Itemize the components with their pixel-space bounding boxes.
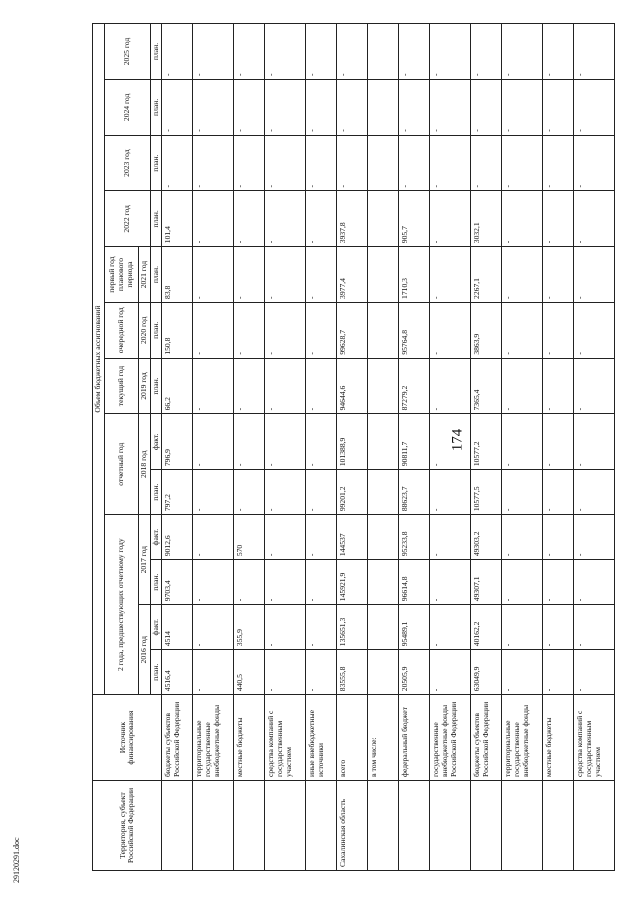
value-cell: - [574,470,615,515]
value-cell: - [543,414,574,470]
source-cell: средства компаний с государственным участием [265,695,306,781]
table-row [543,24,574,871]
value-cell: - [574,24,615,80]
value-cell [368,650,399,695]
value-cell: - [574,605,615,650]
header-plan: план. [150,135,162,191]
value-cell: - [306,135,337,191]
value-cell [368,135,399,191]
header-plan: план. [150,191,162,247]
value-cell: - [430,135,471,191]
value-cell: - [265,470,306,515]
header-plan: план. [150,358,162,414]
value-cell: - [337,24,368,80]
value-cell: 2267,1 [471,247,502,303]
value-cell: - [193,24,234,80]
value-cell: - [193,605,234,650]
value-cell: - [265,135,306,191]
territory-cell [543,780,574,870]
value-cell: - [471,24,502,80]
value-cell: - [543,470,574,515]
value-cell: - [502,80,543,136]
value-cell: - [502,470,543,515]
value-cell: - [234,414,265,470]
value-cell: - [430,515,471,560]
header-year-2017: 2017 год [139,515,151,605]
value-cell: - [337,135,368,191]
value-cell: - [574,191,615,247]
header-volume: Объем бюджетных ассигнований [93,24,105,695]
value-cell: - [574,358,615,414]
value-cell: - [234,470,265,515]
value-cell: - [162,135,193,191]
source-cell: территориальные государственные внебюджетные фонды [502,695,543,781]
value-cell [368,560,399,605]
value-cell: - [574,560,615,605]
source-cell: иные внебюджетные источники [306,695,337,781]
value-cell: - [543,135,574,191]
value-cell [368,605,399,650]
value-cell: 49307,1 [471,560,502,605]
value-cell: - [234,302,265,358]
value-cell: 94644,6 [337,358,368,414]
value-cell: - [306,80,337,136]
source-cell: средства компаний с государственным участием [574,695,615,781]
header-fact: факт. [150,414,162,470]
source-cell: федеральный бюджет [399,695,430,781]
value-cell: - [193,560,234,605]
value-cell: - [162,24,193,80]
value-cell: - [306,560,337,605]
value-cell [368,515,399,560]
value-cell: - [193,247,234,303]
header-fact: факт. [150,515,162,560]
value-cell: 3937,8 [337,191,368,247]
territory-cell [193,780,234,870]
value-cell: - [265,605,306,650]
value-cell: 4514 [162,605,193,650]
source-cell: государственные внебюджетные фонды Российской Федерации [430,695,471,781]
value-cell: - [234,24,265,80]
territory-cell [471,780,502,870]
table-row [265,24,306,871]
table-row [430,24,471,871]
table-row [234,24,265,871]
value-cell [368,302,399,358]
header-plan: план. [150,302,162,358]
value-cell: 83,8 [162,247,193,303]
value-cell: - [265,247,306,303]
value-cell: - [306,358,337,414]
value-cell: - [234,135,265,191]
value-cell: - [430,191,471,247]
value-cell [368,191,399,247]
value-cell: - [193,191,234,247]
table-row [368,24,399,871]
value-cell: 10577,2 [471,414,502,470]
value-cell: 90811,7 [399,414,430,470]
value-cell: 355,9 [234,605,265,650]
value-cell: - [502,191,543,247]
value-cell: - [306,191,337,247]
value-cell: - [502,302,543,358]
value-cell: - [265,302,306,358]
value-cell: - [306,470,337,515]
value-cell: - [193,358,234,414]
value-cell: - [430,470,471,515]
value-cell: 101,4 [162,191,193,247]
header-year-2025: 2025 год [105,24,151,80]
value-cell: - [162,80,193,136]
value-cell: - [502,24,543,80]
territory-cell: Сахалинская область [337,780,368,870]
value-cell: - [430,650,471,695]
value-cell: 95233,8 [399,515,430,560]
source-cell: бюджеты субъектов Российской Федерации [471,695,502,781]
value-cell: 83555,8 [337,650,368,695]
value-cell: - [399,24,430,80]
territory-cell [502,780,543,870]
value-cell: - [574,135,615,191]
header-territory: Территория, субъект Российской Федерации [93,780,162,870]
value-cell: - [265,80,306,136]
territory-cell [368,780,399,870]
value-cell: 40162,2 [471,605,502,650]
value-cell: - [574,515,615,560]
value-cell: - [502,135,543,191]
value-cell: - [543,560,574,605]
value-cell: - [543,247,574,303]
value-cell: - [430,247,471,303]
value-cell: - [265,515,306,560]
value-cell [368,470,399,515]
value-cell: - [193,302,234,358]
value-cell: - [543,24,574,80]
value-cell: 135651,3 [337,605,368,650]
value-cell: - [430,358,471,414]
value-cell: - [574,302,615,358]
territory-cell [306,780,337,870]
value-cell: 905,7 [399,191,430,247]
header-year-2020: 2020 год [139,302,151,358]
value-cell: 3032,1 [471,191,502,247]
territory-cell [265,780,306,870]
value-cell: 145921,9 [337,560,368,605]
source-cell: в том числе: [368,695,399,781]
value-cell: - [193,470,234,515]
value-cell: - [471,80,502,136]
header-source: Источник финансирования [93,695,162,781]
header-year-2021: 2021 год [139,247,151,303]
value-cell: 9012,6 [162,515,193,560]
value-cell: - [399,80,430,136]
header-year-2019: 2019 год [139,358,151,414]
value-cell: 797,2 [162,470,193,515]
header-plan: план. [150,650,162,695]
value-cell: - [430,560,471,605]
value-cell: - [502,560,543,605]
source-cell: местные бюджеты [543,695,574,781]
table-body [162,24,615,871]
table-row [306,24,337,871]
value-cell: - [234,191,265,247]
value-cell: - [306,515,337,560]
value-cell: - [234,247,265,303]
header-year-2016: 2016 год [139,605,151,695]
value-cell: - [306,24,337,80]
value-cell: - [234,80,265,136]
header-next-year: очередной год [105,302,139,358]
value-cell: 4516,4 [162,650,193,695]
table-row [471,24,502,871]
header-current-year: текущий год [105,358,139,414]
value-cell: - [574,80,615,136]
value-cell: 101388,9 [337,414,368,470]
table-row [193,24,234,871]
value-cell: 87279,2 [399,358,430,414]
header-year-2023: 2023 год [105,135,151,191]
value-cell: - [265,24,306,80]
table-row [337,24,368,871]
value-cell: - [502,515,543,560]
value-cell: - [502,605,543,650]
value-cell: - [306,414,337,470]
value-cell: - [234,358,265,414]
value-cell: 66,2 [162,358,193,414]
value-cell: - [193,414,234,470]
value-cell: 440,5 [234,650,265,695]
value-cell: - [193,80,234,136]
header-fact: факт. [150,605,162,650]
territory-cell [574,780,615,870]
value-cell: 9703,4 [162,560,193,605]
value-cell: - [430,414,471,470]
value-cell: 150,8 [162,302,193,358]
value-cell: - [502,650,543,695]
value-cell: - [265,358,306,414]
territory-cell [399,780,430,870]
value-cell: - [234,560,265,605]
value-cell: 99201,2 [337,470,368,515]
value-cell: 49303,2 [471,515,502,560]
value-cell: - [193,650,234,695]
territory-cell [234,780,265,870]
value-cell: - [430,605,471,650]
value-cell: 7365,4 [471,358,502,414]
value-cell: 63049,9 [471,650,502,695]
value-cell: - [306,302,337,358]
header-plan: план. [150,470,162,515]
value-cell: - [574,414,615,470]
value-cell: - [543,605,574,650]
value-cell: - [543,358,574,414]
value-cell: - [306,650,337,695]
territory-cell [430,780,471,870]
value-cell: 144537 [337,515,368,560]
value-cell: 99628,7 [337,302,368,358]
value-cell: - [543,191,574,247]
document-code: 29120291.doc [12,837,21,883]
value-cell: - [337,80,368,136]
value-cell: - [502,358,543,414]
value-cell: - [430,302,471,358]
header-year-2024: 2024 год [105,80,151,136]
table-row [162,24,193,871]
value-cell: 96614,8 [399,560,430,605]
value-cell: 3977,4 [337,247,368,303]
value-cell: 796,9 [162,414,193,470]
value-cell: - [543,515,574,560]
value-cell: - [430,80,471,136]
header-year-2018: 2018 год [139,414,151,515]
header-plan: план. [150,247,162,303]
table-row [399,24,430,871]
source-cell: всего [337,695,368,781]
value-cell: - [193,135,234,191]
value-cell: 3863,9 [471,302,502,358]
value-cell: - [193,515,234,560]
value-cell: - [306,247,337,303]
value-cell: 1710,3 [399,247,430,303]
value-cell [368,358,399,414]
value-cell: - [430,24,471,80]
budget-table-rotated [92,23,640,871]
header-plan: план. [150,24,162,80]
value-cell: - [543,80,574,136]
value-cell: - [265,414,306,470]
value-cell: - [574,650,615,695]
source-cell: бюджеты субъектов Российской Федерации [162,695,193,781]
value-cell: - [574,247,615,303]
value-cell: - [265,560,306,605]
value-cell [368,247,399,303]
table-header [93,24,162,871]
header-two-years: 2 года, предшествующих отчетному году [105,515,139,695]
source-cell: территориальные государственные внебюджетные фонды [193,695,234,781]
value-cell: - [543,650,574,695]
table-row [502,24,543,871]
value-cell [368,414,399,470]
value-cell: - [306,605,337,650]
value-cell: 570 [234,515,265,560]
value-cell: 20505,9 [399,650,430,695]
value-cell: - [471,135,502,191]
value-cell: 88623,7 [399,470,430,515]
page-number: 174 [449,428,466,452]
value-cell: - [502,247,543,303]
territory-cell [162,780,193,870]
header-report-year: отчетный год [105,414,139,515]
header-year-2022: 2022 год [105,191,151,247]
value-cell: - [265,650,306,695]
table-row [574,24,615,871]
value-cell: - [265,191,306,247]
value-cell: - [502,414,543,470]
value-cell: - [543,302,574,358]
value-cell [368,24,399,80]
value-cell: 95764,8 [399,302,430,358]
header-plan: план. [150,560,162,605]
source-cell: местные бюджеты [234,695,265,781]
budget-table [92,23,615,871]
value-cell: - [399,135,430,191]
header-plan: план. [150,80,162,136]
value-cell [368,80,399,136]
value-cell: 95489,1 [399,605,430,650]
value-cell: 10577,5 [471,470,502,515]
header-first-plan-year: первый год планового периода [105,247,139,303]
